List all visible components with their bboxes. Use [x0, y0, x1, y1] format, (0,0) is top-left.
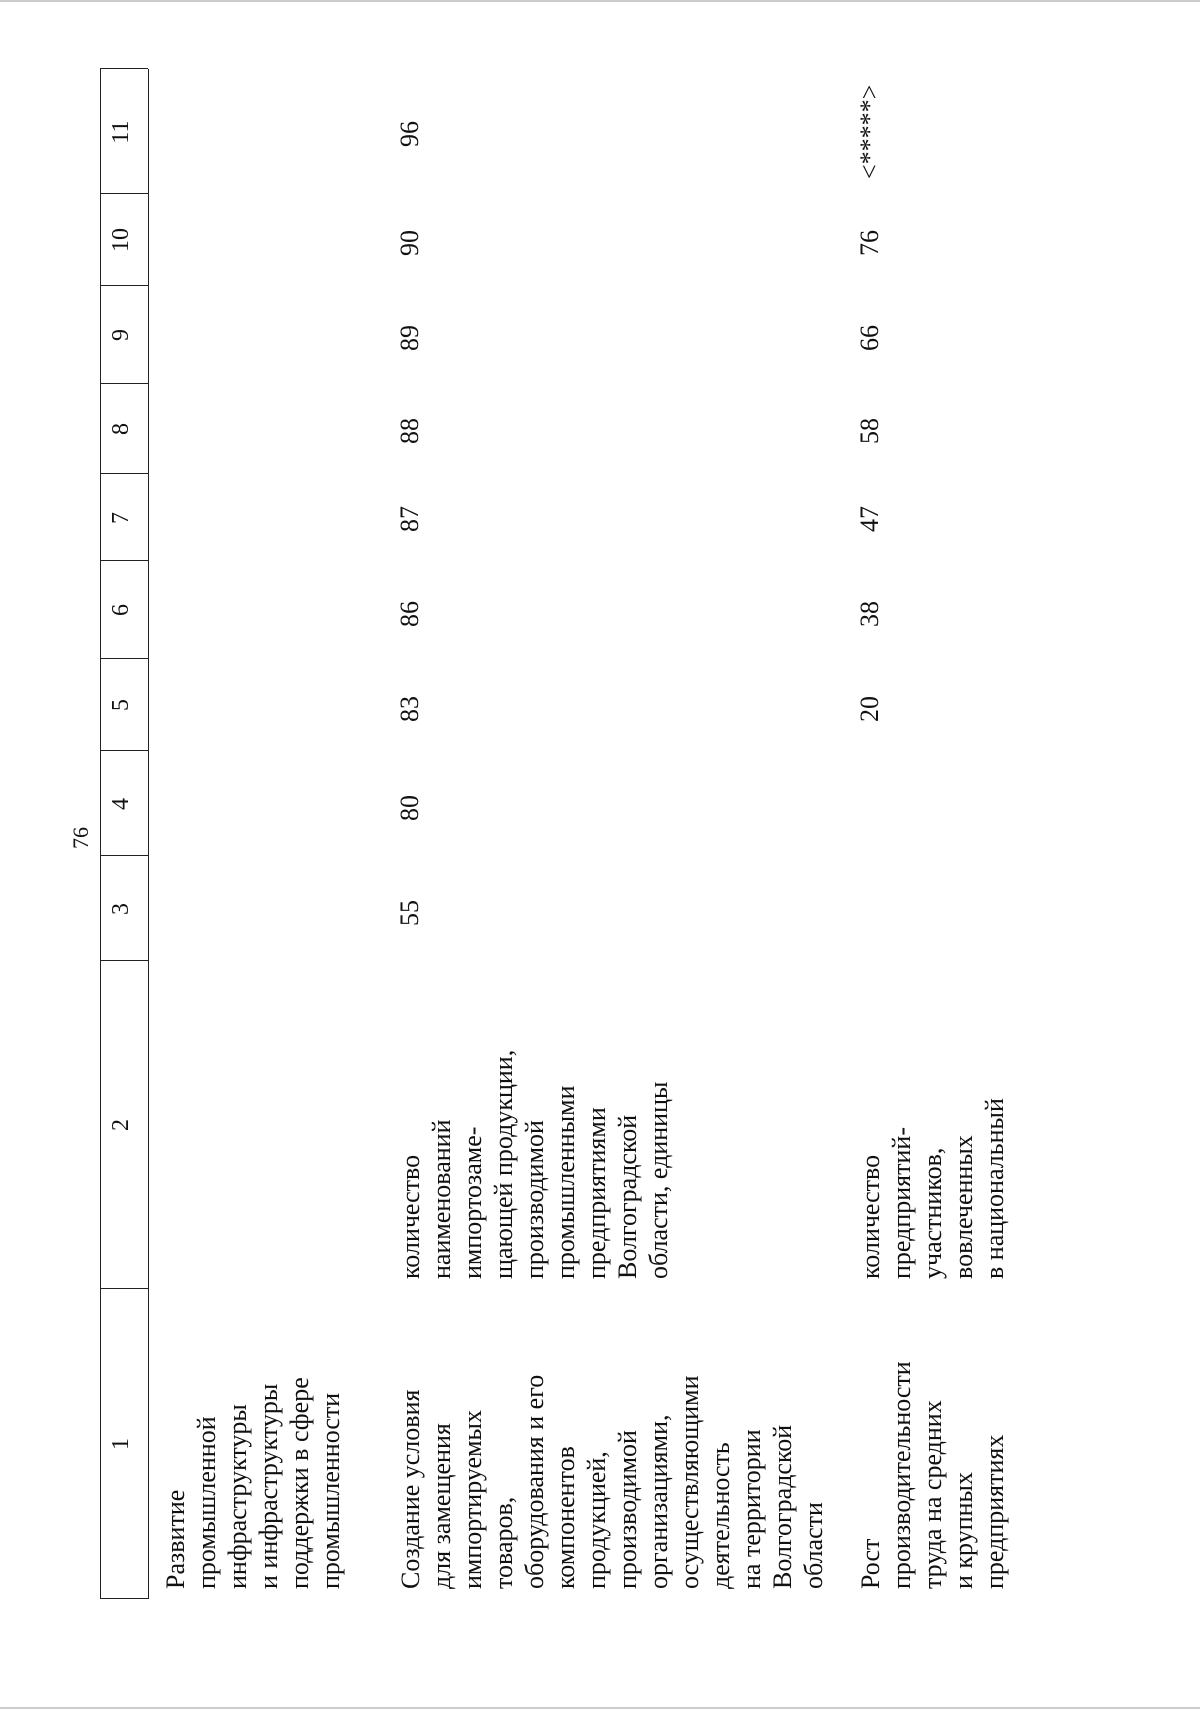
- row2-goal: Создание условия для замещения импортируемых товаров, оборудования и его компонентов продукцией, производимой организациями, осуществляющими деятельность на территории Волгоградской области: [396, 1374, 828, 1589]
- header-col-5: 5: [108, 699, 134, 711]
- col-divider: [100, 383, 148, 384]
- row2-value-col3: 55: [395, 900, 424, 926]
- row2-value-col9: 89: [395, 325, 424, 351]
- header-col-10: 10: [108, 228, 134, 252]
- row3-value-col6: 38: [855, 601, 884, 627]
- col-divider: [100, 750, 148, 751]
- row3-value-col7: 47: [855, 506, 884, 532]
- col-divider: [100, 560, 148, 561]
- col-divider: [100, 193, 148, 194]
- row3-value-col11: <*****>: [855, 84, 884, 179]
- table-header-bottom-line: [148, 69, 149, 1599]
- header-col-3: 3: [108, 903, 134, 915]
- header-col-8: 8: [108, 423, 134, 435]
- header-col-9: 9: [108, 329, 134, 341]
- row3-goal: Рост производительности труда на средних и крупных предприятиях: [856, 1361, 1009, 1589]
- row3-value-col5: 20: [855, 696, 884, 722]
- row2-value-col8: 88: [395, 418, 424, 444]
- col-divider: [100, 68, 148, 69]
- col-divider: [100, 658, 148, 659]
- col-divider: [100, 473, 148, 474]
- col-divider: [100, 1288, 148, 1289]
- row2-value-col11: 96: [395, 121, 424, 147]
- header-col-4: 4: [108, 798, 134, 810]
- row3-value-col8: 58: [855, 418, 884, 444]
- page-number: 76: [68, 827, 93, 849]
- row2-value-col6: 86: [395, 601, 424, 627]
- header-col-1: 1: [108, 1438, 134, 1450]
- row2-value-col10: 90: [395, 230, 424, 256]
- header-col-11: 11: [108, 120, 134, 144]
- row2-value-col7: 87: [395, 506, 424, 532]
- row2-value-col5: 83: [395, 696, 424, 722]
- row1-goal: Развитие промышленной инфраструктуры и инфраструктуры поддержки в сфере промышленности: [161, 1377, 345, 1589]
- header-col-2: 2: [108, 1119, 134, 1131]
- col-divider: [100, 285, 148, 286]
- header-col-6: 6: [108, 604, 134, 616]
- col-divider: [100, 960, 148, 961]
- row3-value-col10: 76: [855, 230, 884, 256]
- header-col-7: 7: [108, 512, 134, 524]
- table-top-line: [100, 69, 101, 1599]
- row3-indicator: количество предприятий- участников, вовлеченных в национальный: [856, 1098, 1009, 1279]
- col-divider: [100, 1598, 148, 1599]
- row2-indicator: количество наименований импортозаме- щающей продукции, производимой промышленными предприятиями Волгоградской области, единицы: [396, 1049, 673, 1279]
- row2-value-col4: 80: [395, 795, 424, 821]
- row3-value-col9: 66: [855, 325, 884, 351]
- col-divider: [100, 855, 148, 856]
